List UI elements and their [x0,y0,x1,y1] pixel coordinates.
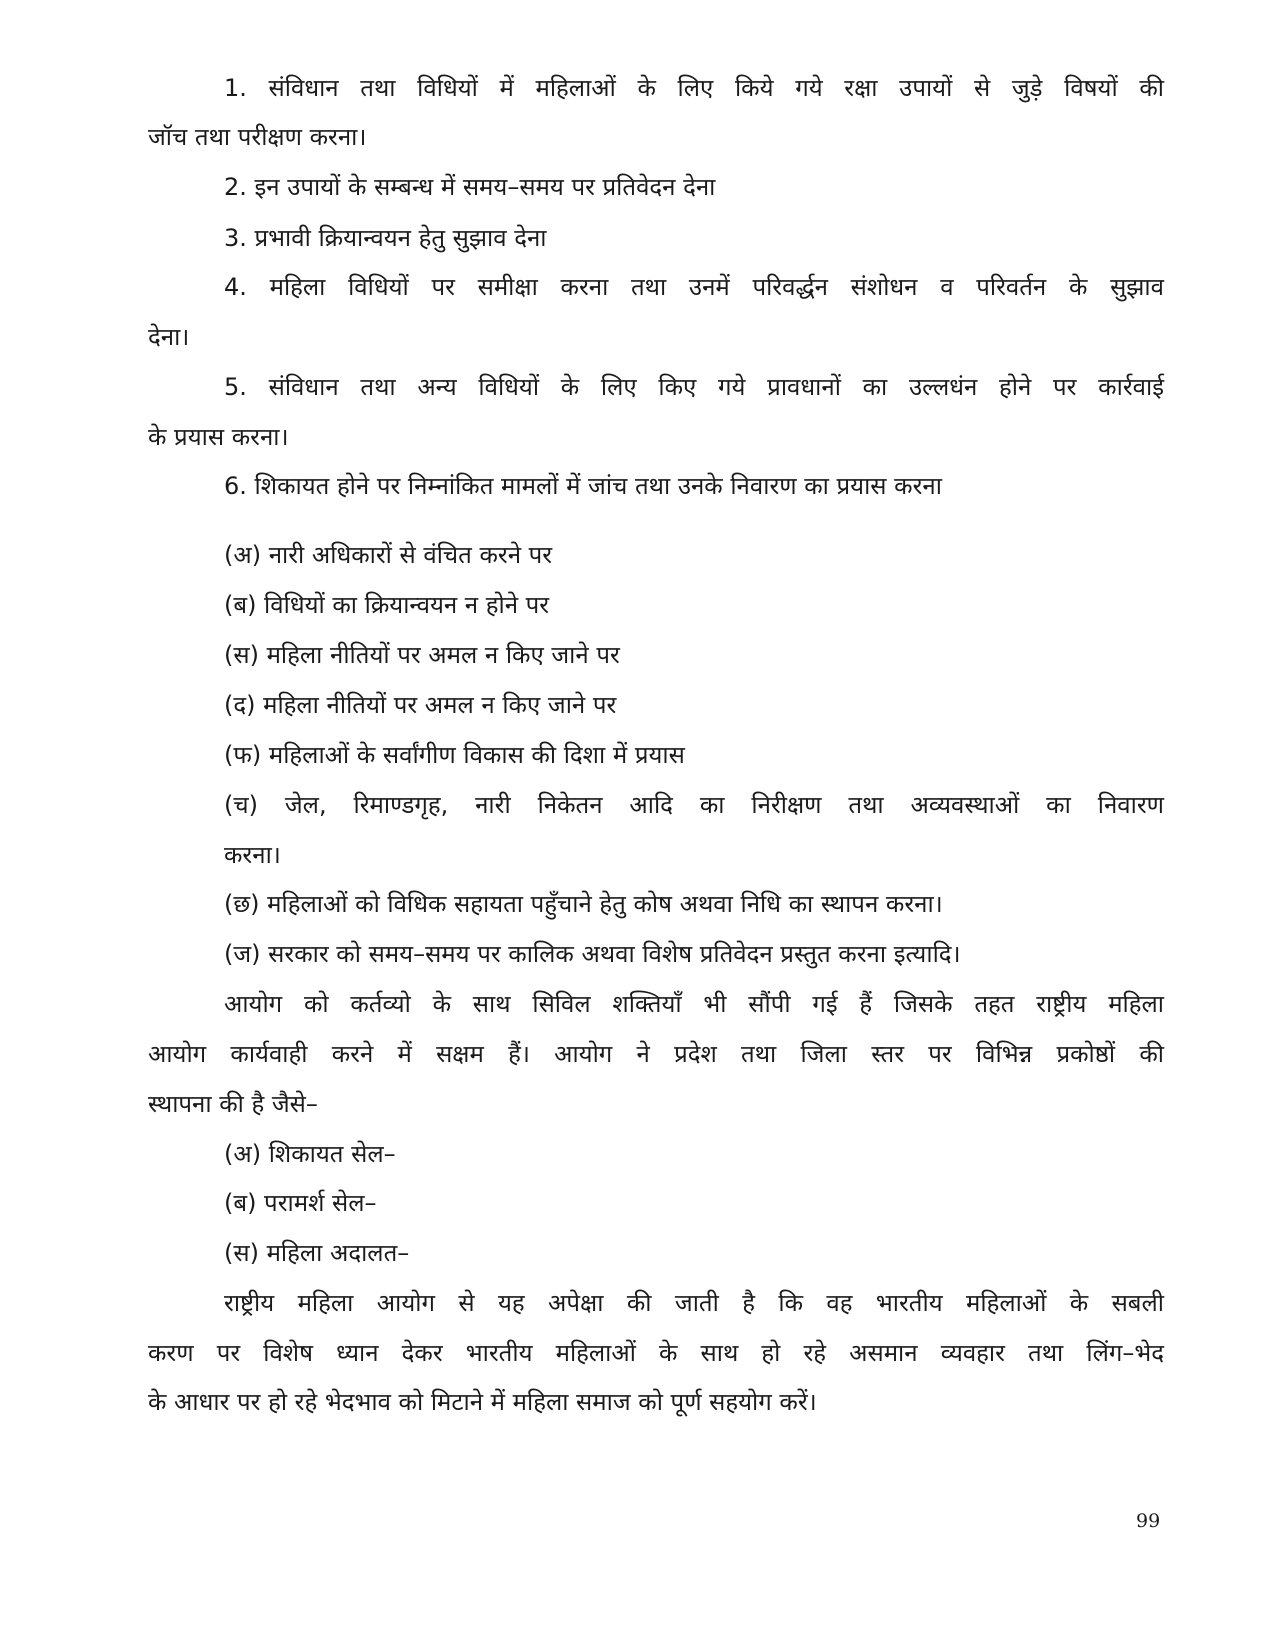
cell-item-b: (ब) परामर्श सेल– [224,1189,377,1217]
sub-item-ch-line-1: (च) जेल, रिमाण्डगृह, नारी निकेतन आदि का निरीक्षण तथा अव्यवस्थाओं का निवारण [224,791,1164,819]
commission-paragraph-line-1: आयोग को कर्तव्यो के साथ सिविल शक्तियाँ भी सौंपी गई हैं जिसके तहत राष्ट्रीय महिला [224,990,1164,1018]
sub-item-chh: (छ) महिलाओं को विधिक सहायता पहुँचाने हेतु कोष अथवा निधि का स्थापन करना। [224,890,943,918]
list-item-6: 6. शिकायत होने पर निम्नांकित मामलों में जांच तथा उनके निवारण का प्रयास करना [224,472,942,500]
list-item-1-line-1: 1. संविधान तथा विधियों में महिलाओं के लिए किये गये रक्षा उपायों से जुड़े विषयों की [224,74,1164,102]
list-item-4-line-2: देना। [148,323,190,351]
cell-item-a: (अ) शिकायत सेल– [224,1140,396,1168]
sub-item-ch-line-2: करना। [224,841,281,869]
list-item-2: 2. इन उपायों के सम्बन्ध में समय–समय पर प्रतिवेदन देना [224,173,716,201]
list-item-5-line-1: 5. संविधान तथा अन्य विधियों के लिए किए गये प्रावधानों का उल्लधंन होने पर कार्रवाई [224,373,1164,401]
sub-item-j: (ज) सरकार को समय–समय पर कालिक अथवा विशेष प्रतिवेदन प्रस्तुत करना इत्यादि। [224,940,961,968]
list-item-3: 3. प्रभावी क्रियान्वयन हेतु सुझाव देना [224,224,547,252]
sub-item-b: (ब) विधियों का क्रियान्वयन न होने पर [224,591,550,619]
sub-item-f: (फ) महिलाओं के सर्वांगीण विकास की दिशा में प्रयास [224,741,685,769]
sub-item-a: (अ) नारी अधिकारों से वंचित करने पर [224,541,553,569]
commission-paragraph-line-2: आयोग कार्यवाही करने में सक्षम हैं। आयोग ने प्रदेश तथा जिला स्तर पर विभिन्न प्रकोष्ठों की [148,1040,1164,1068]
conclusion-paragraph-line-2: करण पर विशेष ध्यान देकर भारतीय महिलाओं के साथ हो रहे असमान व्यवहार तथा लिंग–भेद [148,1339,1164,1367]
list-item-4-line-1: 4. महिला विधियों पर समीक्षा करना तथा उनमें परिवर्द्धन संशोधन व परिवर्तन के सुझाव [224,273,1164,301]
page-number: 99 [1136,1510,1161,1532]
conclusion-paragraph-line-1: राष्ट्रीय महिला आयोग से यह अपेक्षा की जाती है कि वह भारतीय महिलाओं के सबली [224,1289,1164,1317]
sub-item-s: (स) महिला नीतियों पर अमल न किए जाने पर [224,641,620,669]
list-item-5-line-2: के प्रयास करना। [148,423,289,451]
sub-item-d: (द) महिला नीतियों पर अमल न किए जाने पर [224,691,617,719]
cell-item-s: (स) महिला अदालत– [224,1239,410,1267]
commission-paragraph-line-3: स्थापना की है जैसे– [148,1090,318,1118]
conclusion-paragraph-line-3: के आधार पर हो रहे भेदभाव को मिटाने में महिला समाज को पूर्ण सहयोग करें। [148,1388,817,1416]
list-item-1-line-2: जॉच तथा परीक्षण करना। [148,123,367,151]
